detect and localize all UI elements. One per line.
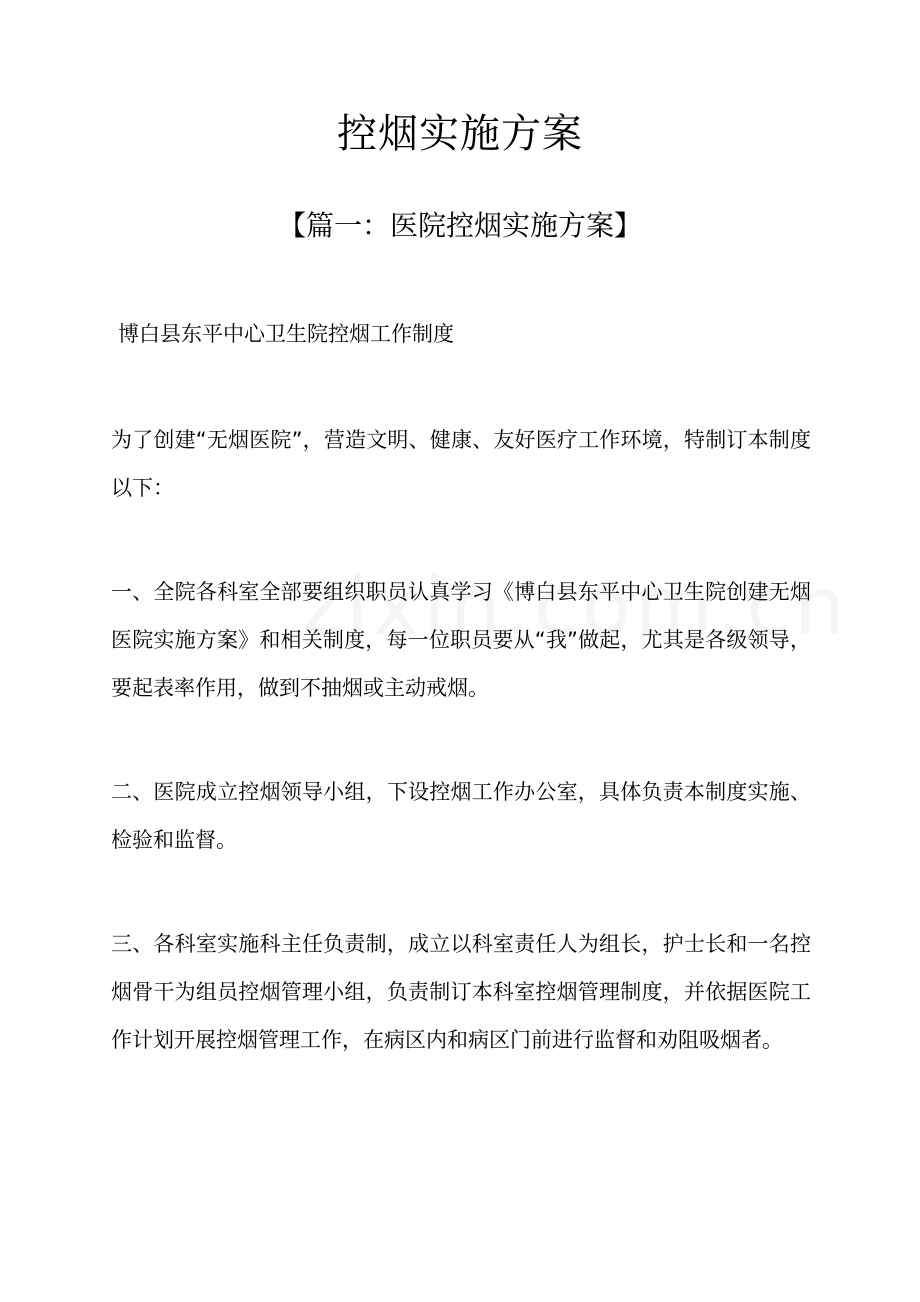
- document-title: 控烟实施方案: [337, 111, 583, 157]
- paragraph-intro: 为了创建“无烟医院”，营造文明、健康、友好医疗工作环境，特制订本制度以下：: [111, 428, 811, 500]
- section-heading: 博白县东平中心卫生院控烟工作制度: [118, 322, 454, 346]
- paragraph-item-3: 三、各科室实施科主任负责制，成立以科室责任人为组长，护士长和一名控烟骨干为组员控烟管理小组，负责制订本科室控烟管理制度，并依据医院工作计划开展控烟管理工作，在病区内和病区门前进行监督和劝阻吸烟者。: [111, 932, 811, 1052]
- document-subtitle: 【篇一：医院控烟实施方案】: [277, 209, 642, 242]
- paragraph-item-2: 二、医院成立控烟领导小组，下设控烟工作办公室，具体负责本制度实施、检验和监督。: [111, 780, 811, 852]
- paragraph-item-1: 一、全院各科室全部要组织职员认真学习《博白县东平中心卫生院创建无烟医院实施方案》和相关制度，每一位职员要从“我”做起，尤其是各级领导，要起表率作用，做到不抽烟或主动戒烟。: [111, 580, 811, 700]
